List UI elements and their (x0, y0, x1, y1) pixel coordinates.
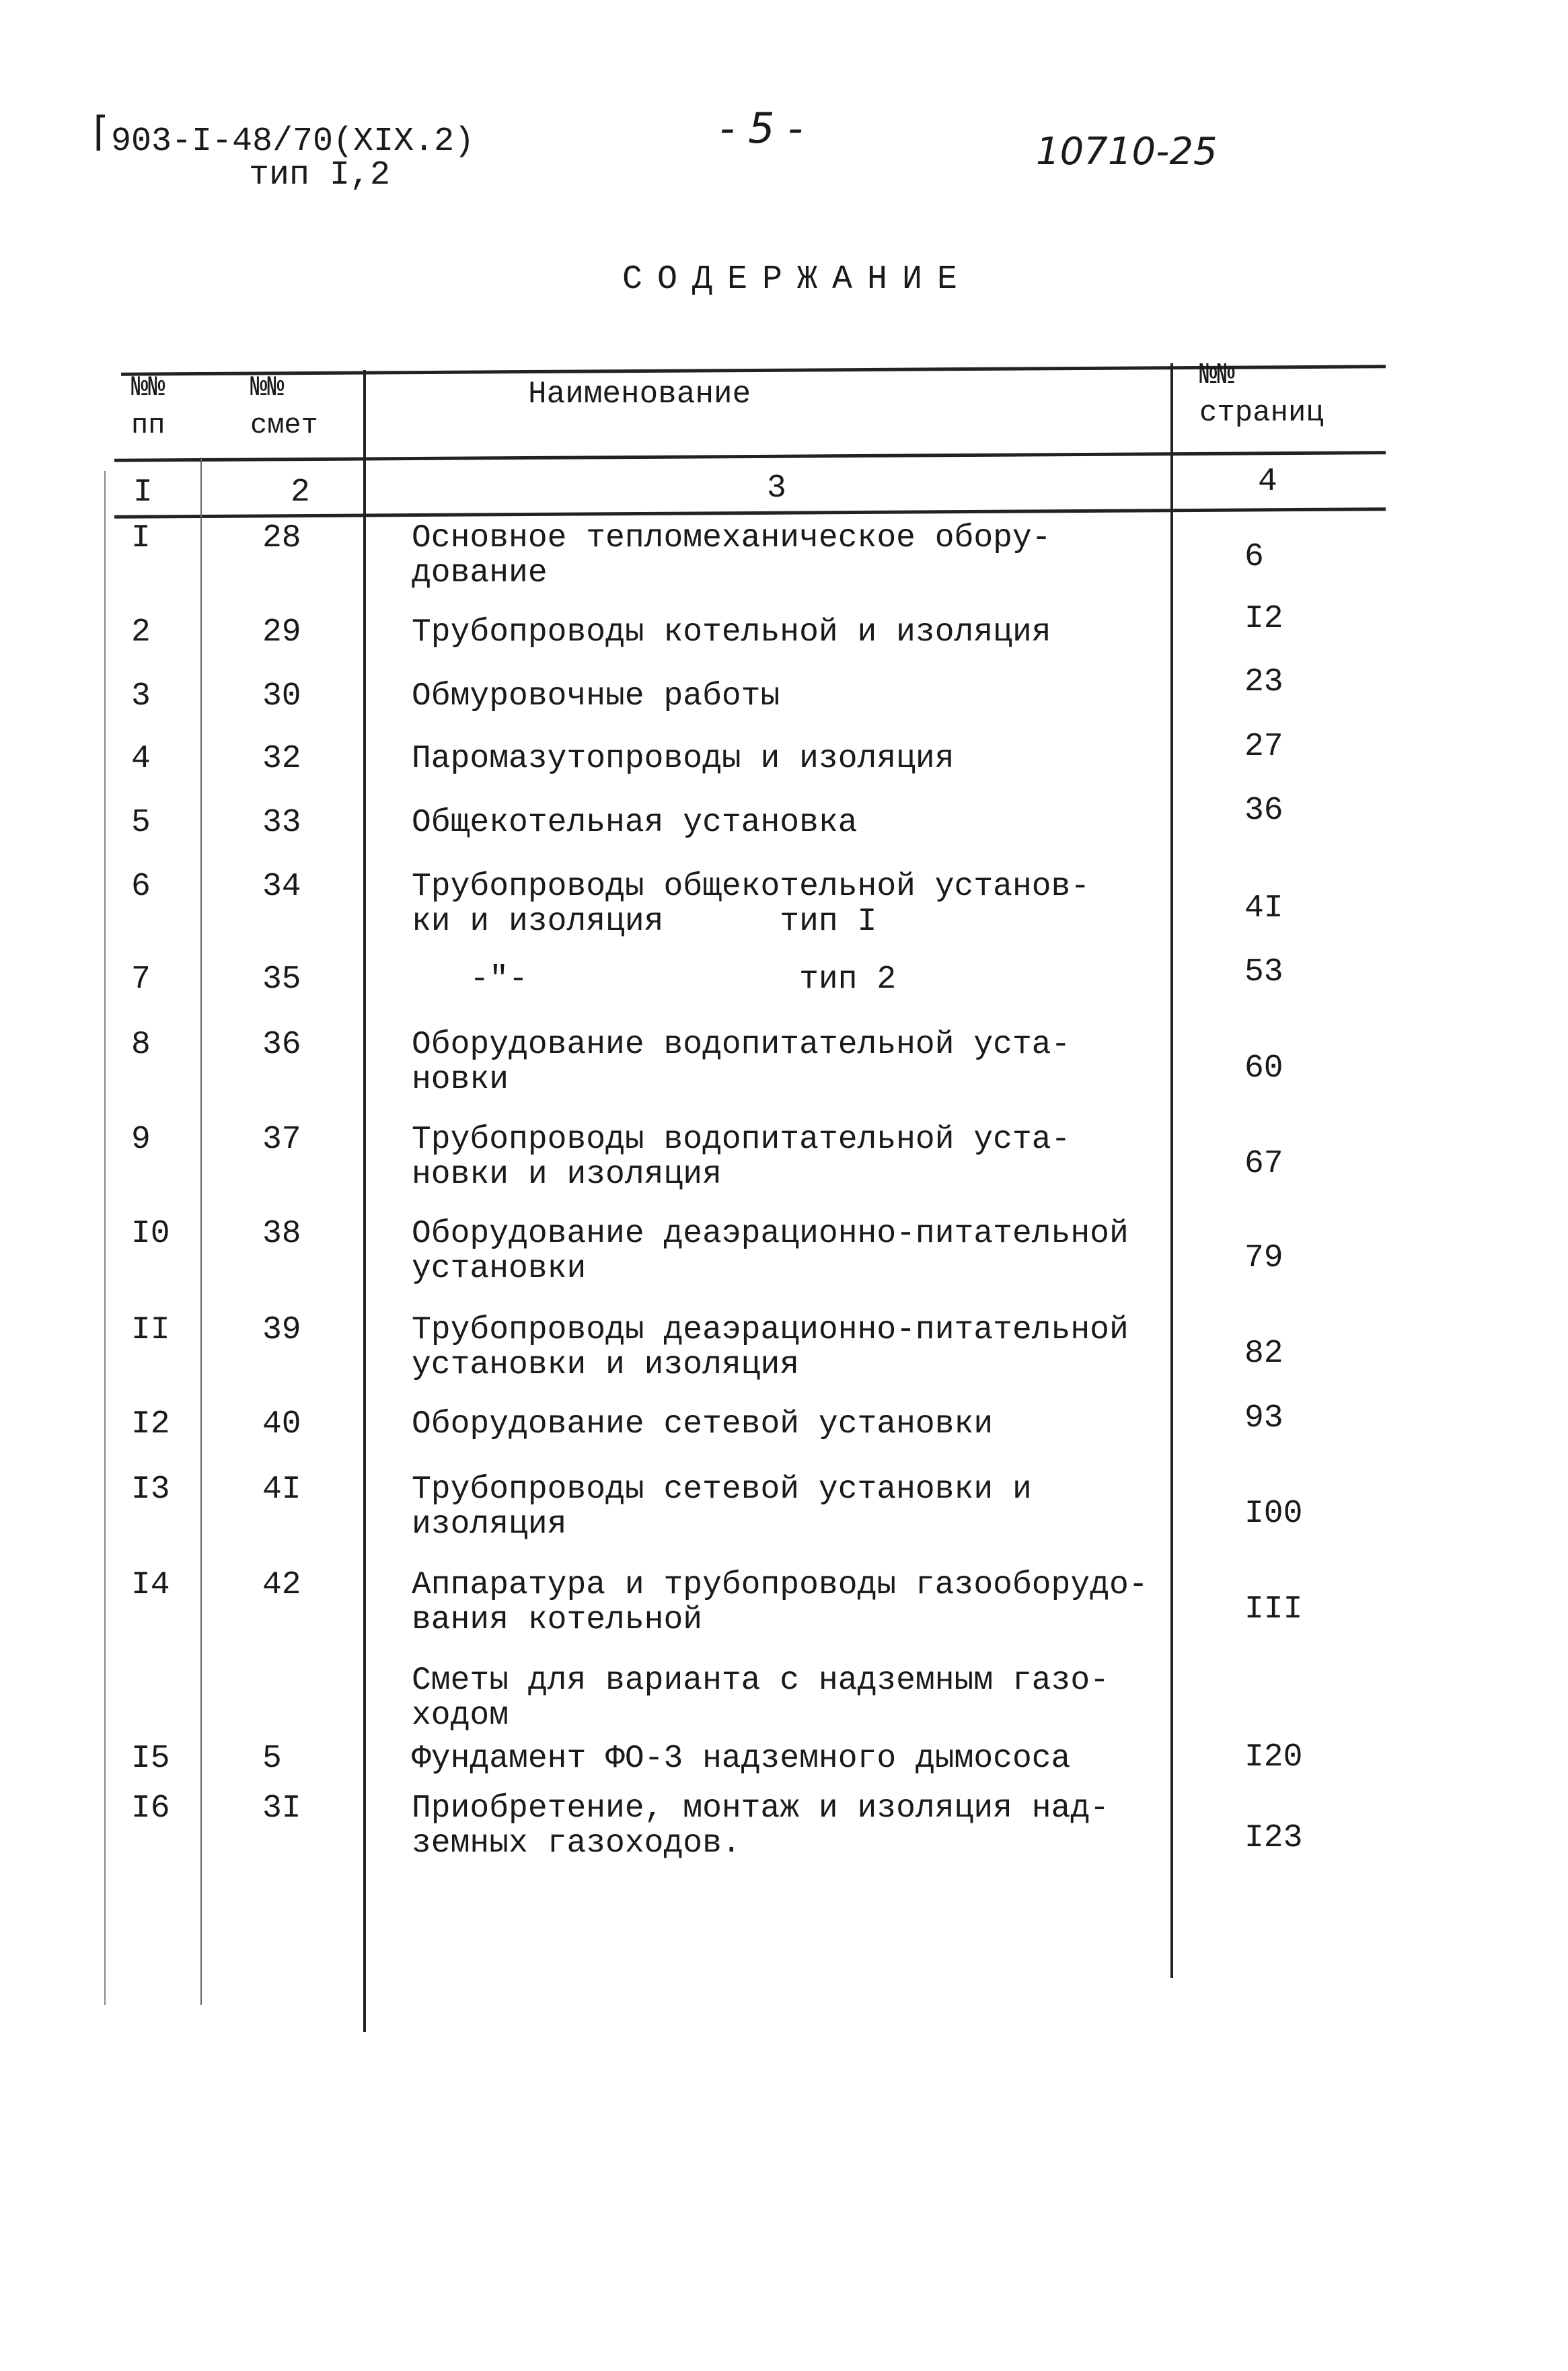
item-name: Оборудование водопитательной уста- новки (412, 1027, 1071, 1098)
column-number-1: I (133, 474, 153, 511)
estimate-number: 32 (262, 741, 301, 777)
page-ref: 4I (1244, 890, 1283, 926)
estimate-number: 28 (262, 520, 301, 556)
item-name: Аппаратура и трубопроводы газооборудо- вания котельной (412, 1567, 1148, 1638)
row-number: 6 (131, 869, 151, 905)
page-ref: 79 (1244, 1240, 1283, 1276)
column-number-3: 3 (767, 470, 786, 507)
document-code: 903-I-48/70(XIX.2) (111, 122, 475, 161)
estimate-number: 29 (262, 614, 301, 651)
item-name: Оборудование сетевой установки (412, 1406, 994, 1443)
row-number: 4 (131, 741, 151, 777)
row-number: 7 (131, 961, 151, 998)
header-name: Наименование (528, 377, 751, 412)
row-number: II (131, 1312, 170, 1348)
estimate-number: 3I (262, 1790, 301, 1827)
page-ref: 6 (1244, 539, 1264, 575)
estimate-number: 37 (262, 1122, 301, 1158)
item-name: Трубопроводы общекотельной установ- ки и изоляция тип I (412, 869, 1090, 940)
estimate-number: 35 (262, 961, 301, 998)
page-ref: 53 (1244, 954, 1283, 990)
page-title: СОДЕРЖАНИЕ (622, 260, 973, 299)
header-row-number: №№ пп (131, 371, 165, 441)
item-name: -"- тип 2 (412, 961, 897, 998)
item-name: Трубопроводы деаэрационно-питательной установки и изоляция (412, 1312, 1129, 1383)
page-ref: I2 (1244, 601, 1283, 637)
row-number: I (131, 520, 151, 556)
item-name: Сметы для варианта с надземным газо- ходом (412, 1663, 1109, 1734)
estimate-number: 36 (262, 1027, 301, 1063)
estimate-number: 40 (262, 1406, 301, 1443)
item-name: Паромазутопроводы и изоляция (412, 741, 955, 777)
row-number: 5 (131, 805, 151, 841)
header-pages: №№ страниц (1199, 359, 1324, 430)
page-ref: 67 (1244, 1146, 1283, 1182)
item-name: Обмуровочные работы (412, 678, 780, 715)
row-number: I6 (131, 1790, 170, 1827)
row-number: 9 (131, 1122, 151, 1158)
page-ref: I20 (1244, 1739, 1303, 1776)
column-number-4: 4 (1258, 464, 1277, 500)
header-estimate-number: №№ смет (250, 371, 318, 441)
page-ref: III (1244, 1591, 1303, 1628)
column-number-2: 2 (291, 474, 310, 511)
page-ref: 27 (1244, 729, 1283, 765)
corner-mark: ⌈ (87, 112, 112, 158)
estimate-number: 42 (262, 1567, 301, 1603)
page-ref: 82 (1244, 1336, 1283, 1372)
item-name: Трубопроводы водопитательной уста- новки и изоляция (412, 1122, 1071, 1193)
estimate-number: 4I (262, 1471, 301, 1508)
row-number: I3 (131, 1471, 170, 1508)
row-number: 2 (131, 614, 151, 651)
estimate-number: 34 (262, 869, 301, 905)
row-number: 8 (131, 1027, 151, 1063)
page-ref: 60 (1244, 1050, 1283, 1087)
row-number: I4 (131, 1567, 170, 1603)
estimate-number: 38 (262, 1216, 301, 1252)
estimate-number: 5 (262, 1741, 282, 1777)
row-number: 3 (131, 678, 151, 715)
page-ref: I23 (1244, 1820, 1303, 1856)
item-name: Трубопроводы котельной и изоляция (412, 614, 1051, 651)
item-name: Общекотельная установка (412, 805, 858, 841)
item-name: Трубопроводы сетевой установки и изоляция (412, 1471, 1032, 1543)
item-name: Оборудование деаэрационно-питательной установки (412, 1216, 1129, 1287)
estimate-number: 30 (262, 678, 301, 715)
page-ref: 23 (1244, 664, 1283, 700)
page-number: - 5 - (720, 104, 803, 153)
estimate-number: 33 (262, 805, 301, 841)
row-number: I2 (131, 1406, 170, 1443)
inventory-number: 10710-25 (1036, 130, 1218, 174)
item-name: Приобретение, монтаж и изоляция над- земных газоходов. (412, 1790, 1109, 1862)
row-number: I5 (131, 1741, 170, 1777)
estimate-number: 39 (262, 1312, 301, 1348)
page-ref: I00 (1244, 1496, 1303, 1532)
item-name: Фундамент ФО-3 надземного дымососа (412, 1741, 1071, 1777)
row-number: I0 (131, 1216, 170, 1252)
page-ref: 93 (1244, 1400, 1283, 1436)
document-type: тип I,2 (249, 156, 391, 194)
item-name: Основное тепломеханическое обору- дование (412, 520, 1051, 591)
page-ref: 36 (1244, 793, 1283, 829)
